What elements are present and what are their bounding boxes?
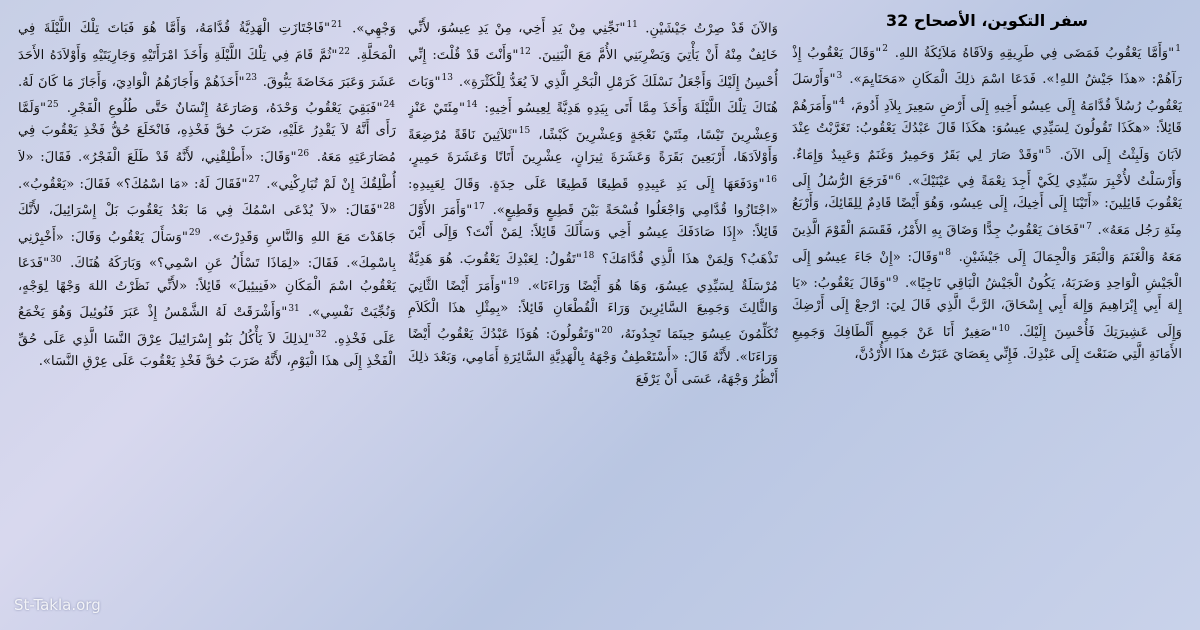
verse-text: "وَأَمَرَ الأَوَّلَ قَائِلاً: «إِذَا صَادَفَكَ عِيسُو أَخِي وَسَأَلَكَ قَائِلاً: لِمَنْ أَنْتَ؟ وَإِلَى أَيْنَ تَذْهَبُ؟ وَلِمَنْ هذَا الَّذِي قُدَّامَكَ؟ <box>408 203 778 267</box>
verse-number: 19 <box>507 277 520 288</box>
verse-text: "مِئَتَيْ عَنْزٍ وَعِشْرِينَ تَيْسًا، مِئَتَيْ نَعْجَةٍ وَعِشْرِينَ كَبْشًا، <box>408 101 778 143</box>
verse-number: 27 <box>248 175 260 186</box>
column-left <box>18 14 396 618</box>
verse-text: "تَقُولُ: لِعَبْدِكَ يَعْقُوبَ. هُوَ هَدِيَّةٌ مُرْسَلَةٌ لِسَيِّدِي عِيسُوَ، وَهَا هُوَ أَيْضًا وَرَاءَنَا». <box>408 251 778 294</box>
verse <box>639 21 778 36</box>
verse-text: "وَدَفَعَهَا إِلَى يَدِ عَبِيدِهِ قَطِيعًا قَطِيعًا عَلَى حِدَةٍ. وَقَالَ لِعَبِيدِهِ: «اجْتَازُوا قُدَّامِي وَاجْعَلُوا فُسْحَةً بَيْنَ قَطِيعٍ وَقَطِيعٍ». <box>408 176 778 219</box>
verse-text: "وَقَالَ يَعْقُوبُ إِذْ رَآهُمْ: «هذَا جَيْشُ اللهِ!». فَدَعَا اسْمَ ذلِكَ الْمَكَانِ «مَحَنَايِمَ». <box>792 45 1182 88</box>
verse-text: "فَبَقِيَ يَعْقُوبُ وَحْدَهُ، وَصَارَعَهُ إِنْسَانٌ حَتَّى طُلُوعِ الْفَجْرِ. <box>59 101 383 117</box>
verse-text: وَالآنَ قَدْ صِرْتُ جَيْشَيْنِ. <box>638 21 778 37</box>
verse-text: "وَأَمَرَ أَيْضًا الثَّانِيَ وَالثَّالِثَ وَجَمِيعَ السَّائِرِينَ وَرَاءَ الْقُطْعَانِ قَائِلاً: «بِمِثْلِ هذَا الْكَلاَمِ تُكَلِّمُونَ عِيسُوَ حِينَمَا تَجِدُونَهُ، <box>408 278 778 343</box>
verse-text: "نَجِّنِي مِنْ يَدِ أَخِي، مِنْ يَدِ عِيسُوَ، لأَنِّي خَائِفٌ مِنْهُ أَنْ يَأْتِيَ وَيَضْرِبَنِي الأُمَّ مَعَ الْبَنِينَ. <box>408 21 778 63</box>
verse-text: "وَأَمَّا يَعْقُوبُ فَمَضَى فِي طَرِيقِهِ وَلاَقَاهُ مَلاَئِكَةُ اللهِ. <box>889 45 1175 61</box>
verse-number: 2 <box>882 44 889 55</box>
verse-number: 4 <box>839 97 845 108</box>
verse-number: 22 <box>338 46 350 57</box>
verse-number: 21 <box>331 20 343 30</box>
verse <box>18 177 261 192</box>
verse-number: 15 <box>518 126 531 137</box>
verse <box>18 75 258 90</box>
verse-number: 9 <box>892 274 899 285</box>
verse-number: 8 <box>945 248 951 259</box>
verse-number: 23 <box>245 73 258 84</box>
verse-text: "ثُمَّ قَامَ فِي تِلْكَ اللَّيْلَةِ وَأَخَذَ امْرَأَتَيْهِ وَجَارِيَتَيْهِ وَأَوْلاَدَهُ الأَحَدَ عَشَرَ وَعَبَرَ مَخَاضَةَ يَبُّوقَ. <box>18 47 396 90</box>
verse-text: "وَتَقُولُونَ: هُوَذَا عَبْدُكَ يَعْقُوبُ أَيْضًا وَرَاءَنَا». لأَنَّهُ قَالَ: «أَسْتَعْطِفُ وَجْهَهُ بِالْهَدِيَّةِ السَّائِرَةِ أَمَامِي، وَبَعْدَ ذلِكَ أَنْظُرُ وَجْهَهُ، عَسَى أَنْ يَرْفَعَ <box>408 327 778 387</box>
verse-text: "لِذلِكَ لاَ يَأْكُلُ بَنُو إِسْرَائِيلَ عِرْقَ النَّسَا الَّذِي عَلَى حُقِّ الْفَخْذِ إِلَى هذَا الْيَوْمِ، لأَنَّهُ ضَرَبَ حُقَّ فَخْذِ يَعْقُوبَ عَلَى عِرْقِ النَّسَا». <box>18 331 396 369</box>
verse <box>60 101 396 116</box>
verse-number: 25 <box>47 99 59 110</box>
verse-text: "فَاجْتَازَتِ الْهَدِيَّةُ قُدَّامَهُ، وَأَمَّا هُوَ فَبَاتَ تِلْكَ اللَّيْلَةَ فِي الْمَحَلَّةِ. <box>18 21 396 63</box>
verse-text: "وَأَنْتَ قَدْ قُلْتَ: إِنِّي أُحْسِنُ إِلَيْكَ وَأَجْعَلُ نَسْلَكَ كَرَمْلِ الْبَحْرِ الَّذِي لاَ يُعَدُّ لِلْكَثْرَةِ». <box>408 47 778 90</box>
verse <box>344 21 396 36</box>
verse-list <box>408 14 778 391</box>
verse-number: 14 <box>466 99 478 110</box>
verse-text: "صَغِيرٌ أَنَا عَنْ جَمِيعِ أَلْطَافِكَ وَجَمِيعِ الأَمَانَةِ الَّتِي صَنَعْتَ إِلَى عَبْدِكَ. فَإِنِّي بِعَصَايَ عَبَرْتُ هذَا الأُرْدُنَّ، <box>792 324 1182 363</box>
verse-text: "فَقَالَ لَهُ: «مَا اسْمُكَ؟» فَقَالَ: «يَعْقُوبُ». <box>18 176 248 192</box>
verse-number: 32 <box>315 330 327 341</box>
verse-number: 18 <box>582 250 595 261</box>
verse-text: "فَرَجَعَ الرُّسُلُ إِلَى يَعْقُوبَ قَائِلِينَ: «أَتَيْنَا إِلَى أَخِيكَ، إِلَى عِيسُو، وَهُوَ أَيْضًا قَادِمٌ لِلِقَائِكَ، وَأَرْبَعُ مِئَةِ رَجُل مَعَهُ». <box>792 174 1182 238</box>
verse-text: "وَسَأَلَ يَعْقُوبُ وَقَالَ: «أَخْبِرْنِي بِاسْمِكَ». فَقَالَ: «لِمَاذَا تَسْأَلُ عَنِ اسْمِي؟» وَبَارَكَهُ هُنَاكَ. <box>18 229 396 272</box>
verse-number: 7 <box>1086 221 1092 232</box>
verse-number: 11 <box>626 20 638 30</box>
verse-number: 1 <box>1175 44 1181 55</box>
verse-text: "أَخَذَهُمْ وَأَجَازَهُمُ الْوَادِيَ، وَأَجَازَ مَا كَانَ لَهُ. <box>18 74 245 90</box>
verse-text: "وَأَشْرَقَتْ لَهُ الشَّمْسُ إِذْ عَبَرَ فَنُوئِيلَ وَهُوَ يَخْمَعُ عَلَى فَخْذِهِ. <box>18 305 396 347</box>
verse-number: 13 <box>441 73 453 84</box>
verse-number: 28 <box>383 201 395 212</box>
verse-number: 6 <box>895 172 901 183</box>
verse-text: "فَخَافَ يَعْقُوبُ جِدًّا وَضَاقَ بِهِ الأَمْرُ، فَقَسَمَ الْقَوْمَ الَّذِينَ مَعَهُ وَالْغَنَمَ وَالْبَقَرَ وَالْجِمَالَ إِلَى جَيْشَيْنِ. <box>792 222 1182 265</box>
verse-text: "وَأَرْسَلَ يَعْقُوبُ رُسُلاً قُدَّامَهُ إِلَى عِيسُو أَخِيهِ إِلَى أَرْضِ سَعِيرَ بِلاَدِ أَدُومَ، <box>792 72 1182 114</box>
verse-list <box>792 38 1182 366</box>
verse-number: 31 <box>288 303 300 314</box>
verse-text: "ثَلاَثِينَ نَاقَةً مُرْضِعَةً وَأَوْلاَدَهَا، أَرْبَعِينَ بَقَرَةً وَعَشَرَةَ ثِيرَانٍ، عِشْرِينَ أَتَانًا وَعَشَرَةَ حَمِيرٍ، <box>408 127 778 165</box>
verse-text: "وَقَالَ: «أَطْلِقْنِي، لأَنَّهُ قَدْ طَلَعَ الْفَجْرُ». فَقَالَ: «لاَ أُطْلِقُكَ إِنْ لَمْ تُبَارِكْنِي». <box>18 149 396 192</box>
column-middle <box>408 14 778 618</box>
verse-number: 24 <box>383 99 395 110</box>
verse-number: 29 <box>189 228 201 239</box>
verse-number: 10 <box>998 323 1010 334</box>
verse-number: 16 <box>765 175 777 186</box>
verse-text: "وَبَاتَ هُنَاكَ تِلْكَ اللَّيْلَةَ وَأَخَذَ مِمَّا أَتَى بِيَدِهِ هَدِيَّةً لِعِيسُو أَخِيهِ: <box>408 74 778 117</box>
verse-text: "وَقَالَ: «إِنْ جَاءَ عِيسُو إِلَى الْجَيْشِ الْوَاحِدِ وَضَرَبَهُ، يَكُونُ الْجَيْشُ الْبَاقِي نَاجِيًا». <box>792 249 1182 292</box>
verse-text: "وَقَالَ يَعْقُوبُ: «يَا إِلهَ أَبِي إِبْرَاهِيمَ وَإِلهَ أَبِي إِسْحَاقَ، الرَّبَّ الَّذِي قَالَ لِيَ: ارْجعْ إِلَى أَرْضِكَ وَإِلَى عَشِيرَتِكَ فَأُحْسِنَ إِلَيْكَ. <box>792 276 1182 340</box>
verse-number: 30 <box>50 254 62 265</box>
verse-number: 3 <box>836 70 843 81</box>
verse-text: "وَأَمَرَهُمْ قَائِلاً: «هكَذَا تَقُولُونَ لِسَيِّدِي عِيسُوَ: هكَذَا قَالَ عَبْدُكَ يَعْقُوبُ: تَغَرَّبْتُ عِنْدَ لاَبَانَ وَلَبِثْتُ إِلَى الآنَ. <box>792 98 1182 163</box>
column-right <box>792 8 1182 618</box>
verse-text: "وَقَدْ صَارَ لِي بَقَرٌ وَحَمِيرٌ وَغَنَمٌ وَعَبِيدٌ وَإِمَاءٌ. وَأَرْسَلْتُ لأُخْبِرَ سَيِّدِي لِكَيْ أَجِدَ نِعْمَةً فِي عَيْنَيْكَ». <box>792 147 1182 190</box>
chapter-title: سفر التكوين، الأصحاح 32 <box>886 11 1088 30</box>
verse-number: 20 <box>601 325 613 336</box>
verse-number: 12 <box>519 46 531 57</box>
verse-text: "فَقَالَ: «لاَ يُدْعَى اسْمُكَ فِي مَا بَعْدُ يَعْقُوبَ بَلْ إِسْرَائِيلَ، لأَنَّكَ جَاهَدْتَ مَعَ اللهِ وَالنَّاسِ وَقَدِرْتَ». <box>18 203 396 245</box>
verse-number: 26 <box>297 148 310 159</box>
verse-text: وَجْهِي». <box>343 21 396 37</box>
verse-text: "فَدَعَا يَعْقُوبُ اسْمَ الْمَكَانِ «فَنِيئِيلَ» قَائِلاً: «لأَنِّي نَظَرْتُ اللهَ وَجْهًا لِوَجْهٍ، وَنُجِّيَتْ نَفْسِي». <box>18 256 396 321</box>
verse-number: 5 <box>1045 146 1052 157</box>
site-watermark: St-Takla.org <box>14 596 101 614</box>
verse-text: "وَلَمَّا رَأَى أَنَّهُ لاَ يَقْدِرُ عَلَيْهِ، ضَرَبَ حُقَّ فَخْذِهِ، فَانْخَلَعَ حُقُّ فَخْذِ يَعْقُوبَ فِي مُصَارَعَتِهِ مَعَهُ. <box>18 101 396 165</box>
verse-number: 17 <box>473 201 485 212</box>
verse-list <box>18 14 396 373</box>
verse <box>889 46 1182 61</box>
